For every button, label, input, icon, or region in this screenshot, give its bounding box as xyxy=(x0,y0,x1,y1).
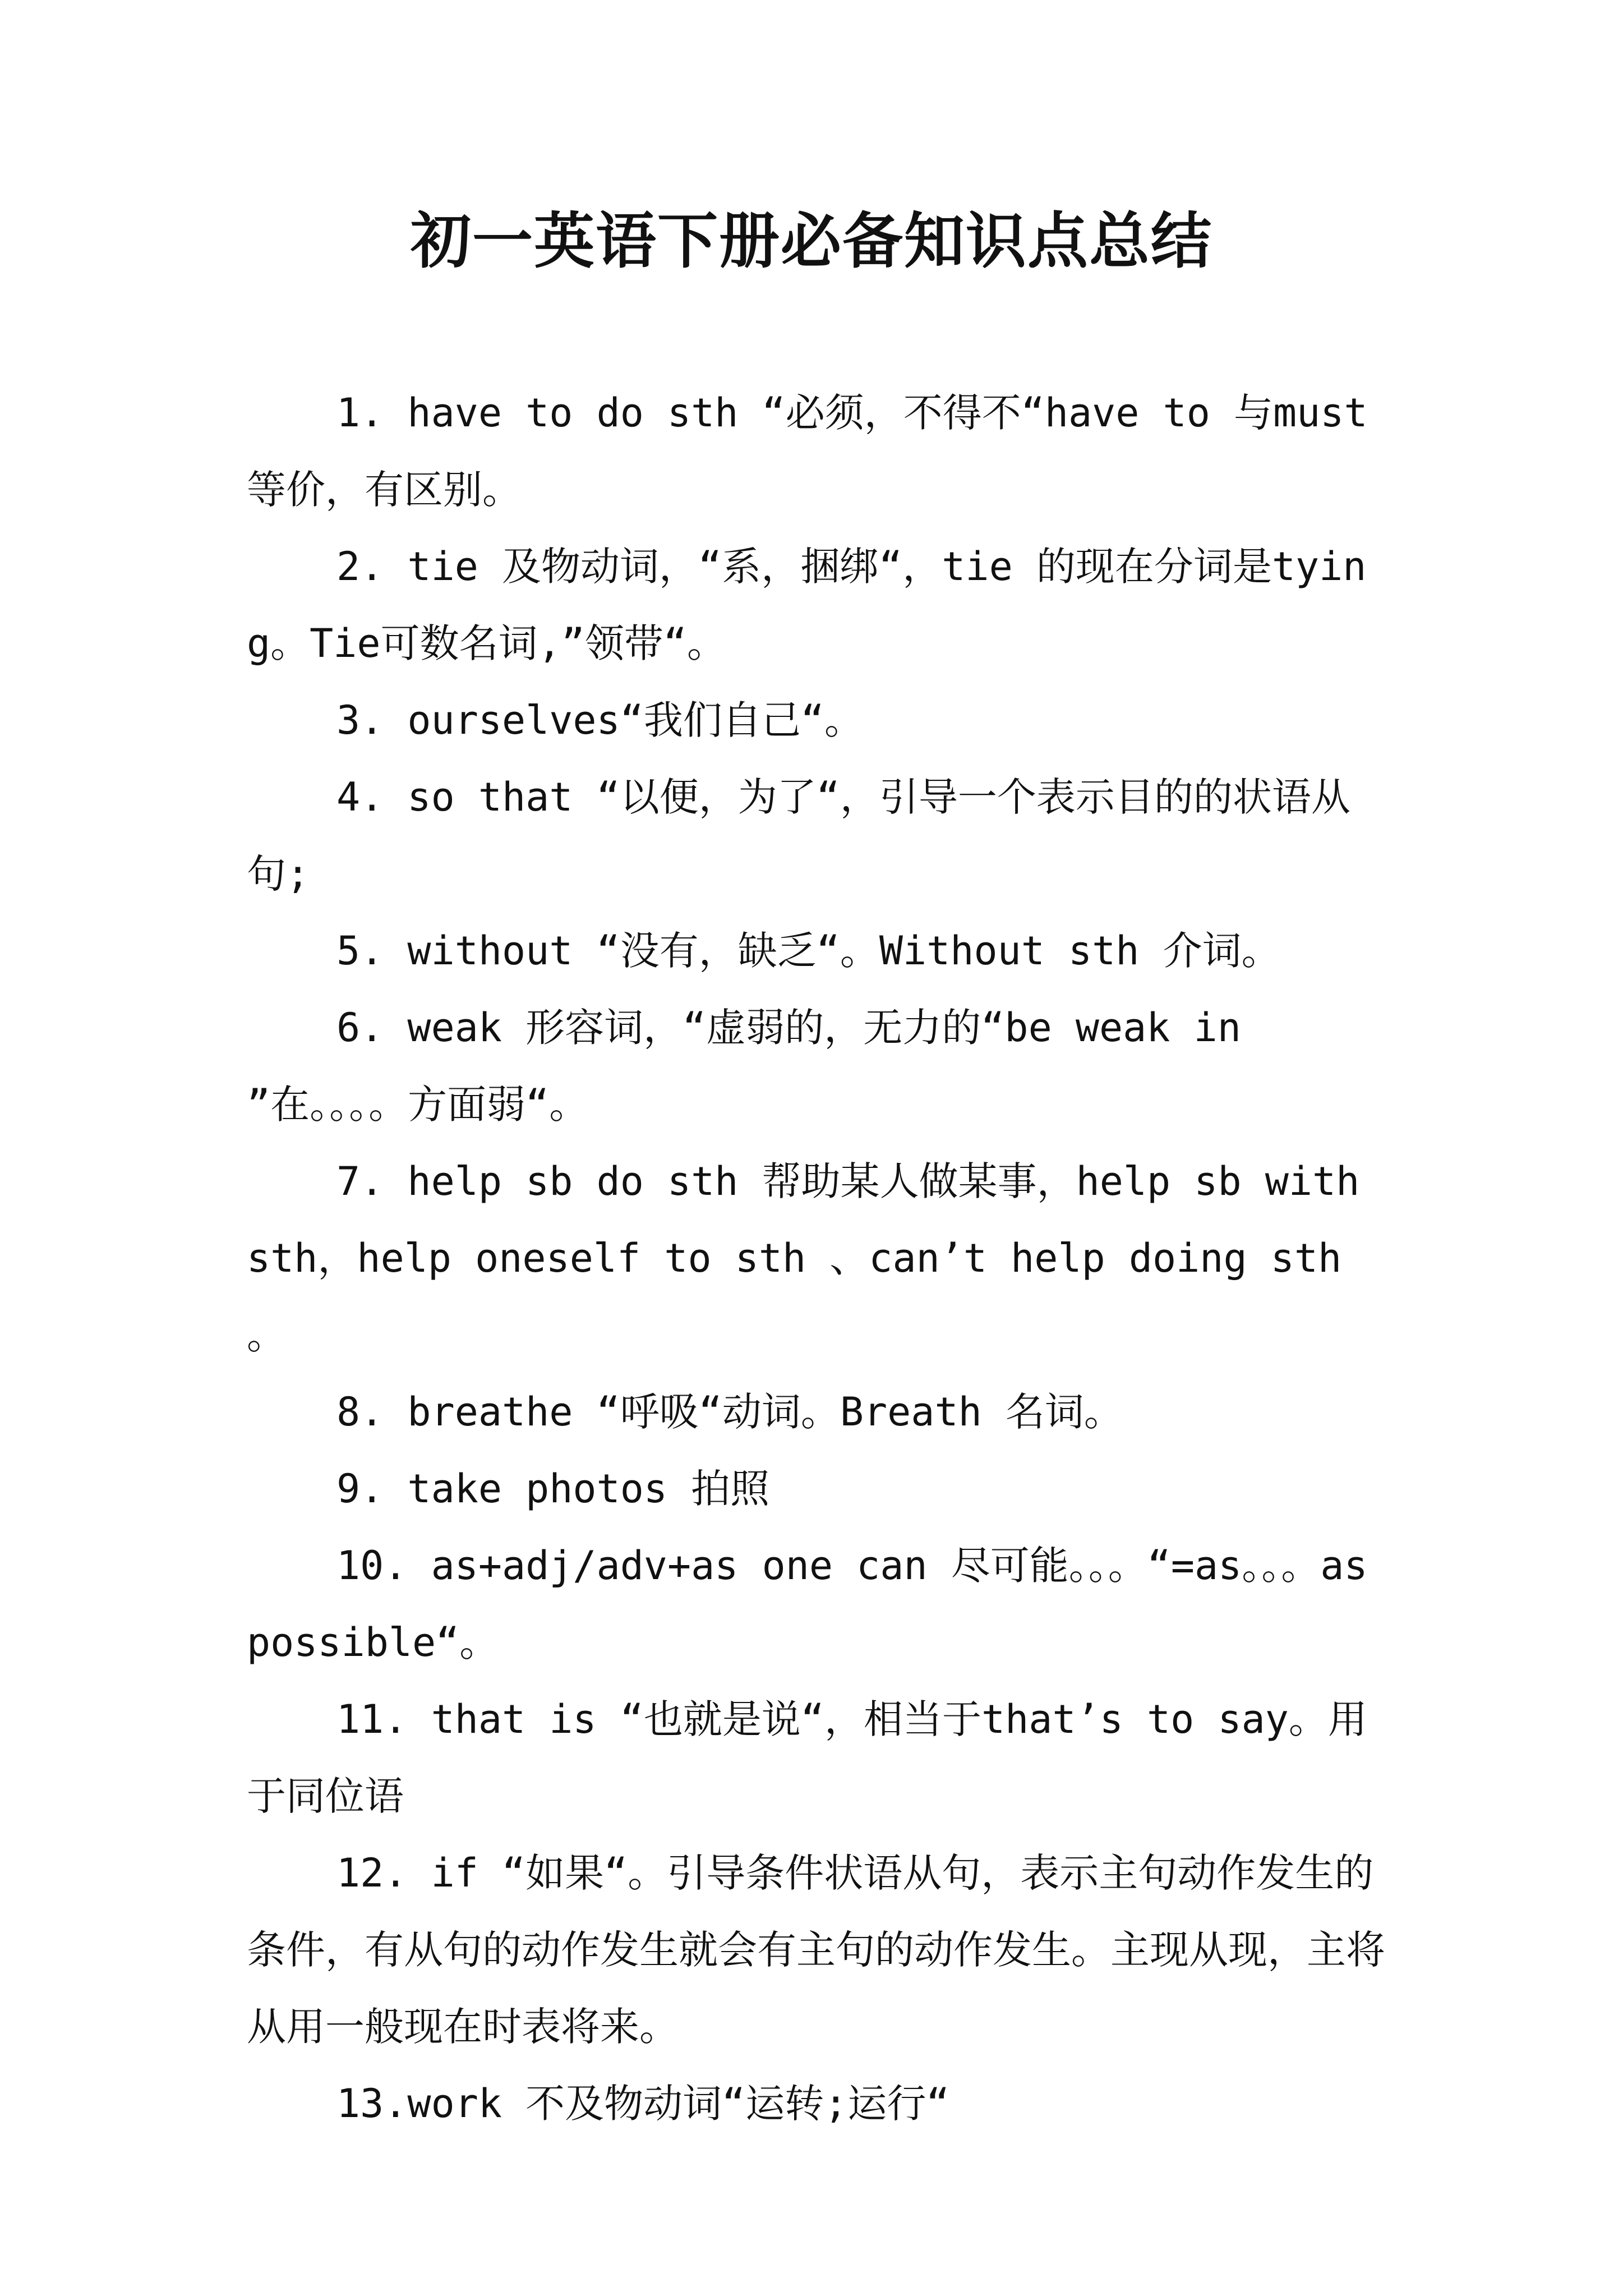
list-item: 6. weak 形容词，“虚弱的，无力的“be weak in ”在。。。。方面弱“。 xyxy=(247,1005,1241,1128)
document-title: 初一英语下册必备知识点总结 xyxy=(410,206,1212,277)
list-item: 13.work 不及物动词“运转;运行“ xyxy=(336,2081,950,2127)
list-item: 5. without “没有，缺乏“。Without sth 介词。 xyxy=(336,928,1281,974)
list-item: 9. take photos 拍照 xyxy=(336,1466,770,1512)
list-item: 12. if “如果“。引导条件状语从句，表示主句动作发生的条件，有从句的动作发生就会有主句的动作发生。主现从现，主将从用一般现在时表将来。 xyxy=(247,1850,1385,2050)
list-item: 3. ourselves“我们自己“。 xyxy=(336,697,864,743)
list-item: 7. help sb do sth 帮助某人做某事，help sb with sth，help oneself to sth 、can’t help doing sth 。 xyxy=(247,1158,1360,1358)
list-item: 8. breathe “呼吸“动词。Breath 名词。 xyxy=(336,1389,1123,1435)
list-item: 10. as+adj/adv+as one can 尽可能。。。“=as。。。as possible“。 xyxy=(247,1543,1368,1665)
list-item: 1. have to do sth “必须，不得不“have to 与must等价，有区别。 xyxy=(247,390,1368,513)
list-item: 2. tie 及物动词，“系，捆绑“，tie 的现在分词是tying。Tie可数名词,”领带“。 xyxy=(247,544,1367,666)
list-item: 4. so that “以便，为了“，引导一个表示目的的状语从句; xyxy=(247,774,1350,897)
list-item: 11. that is “也就是说“，相当于that’s to say。用于同位语 xyxy=(247,1696,1367,1819)
document-body xyxy=(247,375,1385,2142)
